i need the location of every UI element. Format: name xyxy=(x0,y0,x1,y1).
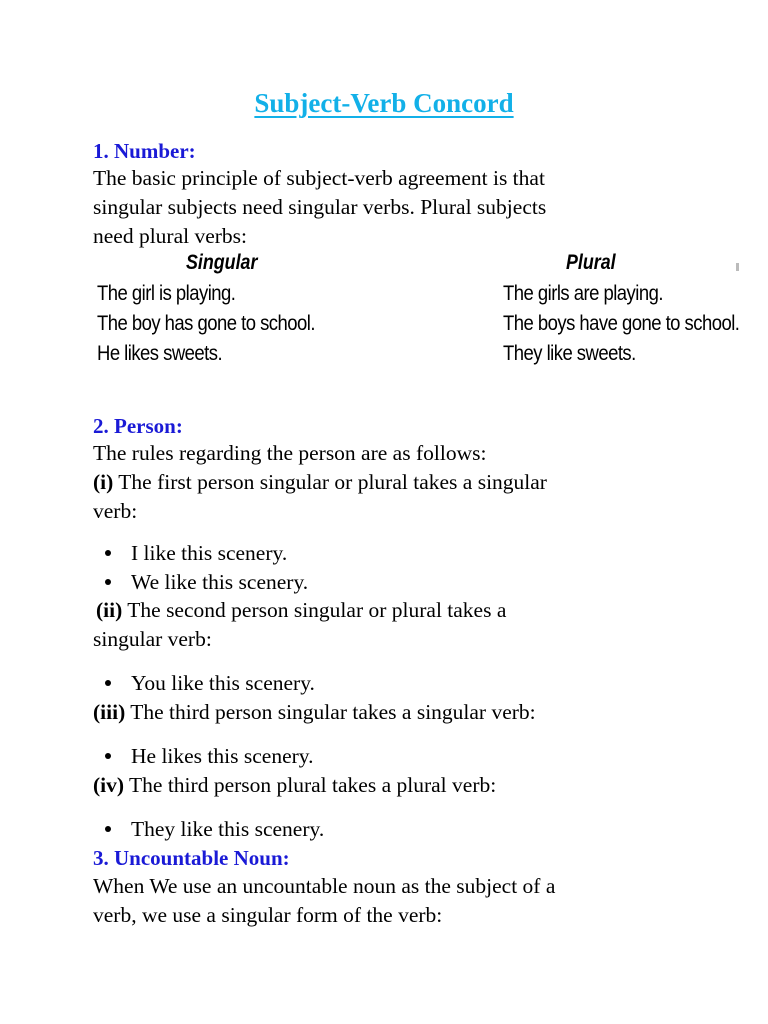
rule-label: (iv) xyxy=(93,773,125,797)
list-item xyxy=(105,541,287,566)
rule-text: The second person singular or plural takes a xyxy=(122,598,507,622)
example-text: I like this scenery. xyxy=(131,541,288,565)
list-item xyxy=(105,817,324,842)
section-heading-uncountable-noun: 3. Uncountable Noun: xyxy=(93,846,290,870)
paragraph-line: The basic principle of subject-verb agreement is that xyxy=(93,166,545,190)
bullet-icon xyxy=(105,753,111,759)
rule-2-continued: singular verb: xyxy=(93,627,212,651)
rule-2 xyxy=(96,596,696,625)
list-item xyxy=(105,570,308,595)
rule-text: The third person plural takes a plural verb: xyxy=(124,773,497,797)
rule-1 xyxy=(93,468,693,526)
rule-label: (iii) xyxy=(93,700,126,724)
plural-example: The girls are playing. xyxy=(503,282,663,305)
rule-label: (ii) xyxy=(96,598,123,622)
section-number-paragraph xyxy=(93,164,693,251)
section-heading-number: 1. Number: xyxy=(93,139,196,163)
singular-example: The boy has gone to school. xyxy=(97,312,315,335)
list-item xyxy=(105,671,315,696)
paragraph-line: When We use an uncountable noun as the subject of a xyxy=(93,874,556,898)
example-text: They like this scenery. xyxy=(131,817,325,841)
rule-label: (i) xyxy=(93,470,114,494)
plural-example: They like sweets. xyxy=(503,342,636,365)
singular-column-header: Singular xyxy=(186,251,258,274)
plural-example: The boys have gone to school. xyxy=(503,312,740,335)
rule-text: The first person singular or plural takes a singular xyxy=(113,470,547,494)
page-title: Subject-Verb Concord xyxy=(254,88,514,118)
rule-text: The third person singular takes a singular verb: xyxy=(125,700,536,724)
paragraph-line: verb, we use a singular form of the verb: xyxy=(93,903,443,927)
person-intro: The rules regarding the person are as follows: xyxy=(93,441,487,465)
rule-3 xyxy=(93,698,693,727)
singular-example: The girl is playing. xyxy=(97,282,236,305)
bullet-icon xyxy=(105,826,111,832)
rule-4 xyxy=(93,771,693,800)
paragraph-line: singular subjects need singular verbs. Plural subjects xyxy=(93,195,547,219)
paragraph-line: need plural verbs: xyxy=(93,224,248,248)
bullet-icon xyxy=(105,550,111,556)
example-text: He likes this scenery. xyxy=(131,744,314,768)
bullet-icon xyxy=(105,579,111,585)
example-text: You like this scenery. xyxy=(131,671,315,695)
rule-text: verb: xyxy=(93,499,138,523)
example-text: We like this scenery. xyxy=(131,570,309,594)
singular-example: He likes sweets. xyxy=(97,342,223,365)
section-uncountable-paragraph xyxy=(93,872,693,930)
list-item xyxy=(105,744,314,769)
bullet-icon xyxy=(105,680,111,686)
section-heading-person: 2. Person: xyxy=(93,414,183,438)
plural-column-header: Plural xyxy=(566,251,616,274)
scan-speck xyxy=(736,263,739,271)
